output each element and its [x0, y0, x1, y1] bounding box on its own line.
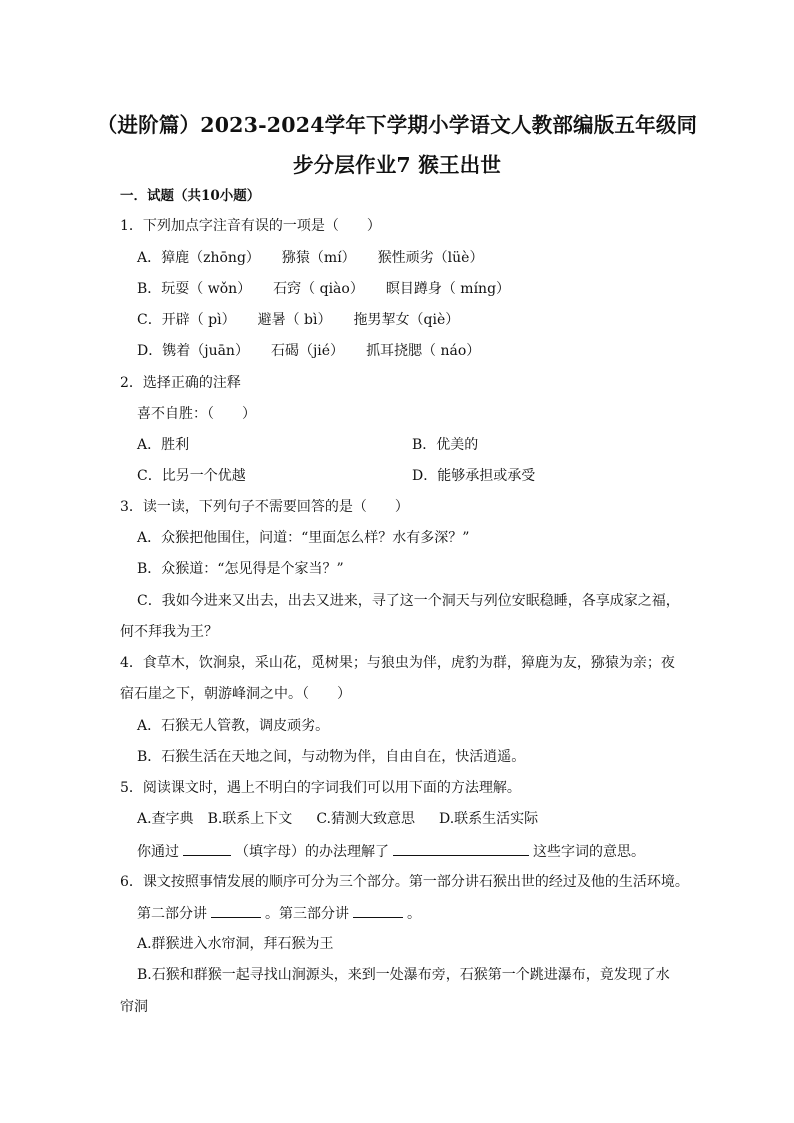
q3-option-c-line-2: 何不拜我为王？ [120, 624, 218, 640]
q1-stem: 1．下列加点字注音有误的一项是（ ） [120, 218, 381, 234]
q1-option-d: D．镌着（juān） 石碣（jié） 抓耳挠腮（ náo） [137, 343, 481, 359]
q5-blank-words[interactable] [393, 841, 529, 856]
q6-blank-part3[interactable] [353, 903, 403, 918]
q1-option-a: A．獐鹿（zhōng） 猕猿（mí） 猴性顽劣（lüè） [137, 250, 484, 266]
q2-option-d: D．能够承担或承受 [412, 468, 536, 484]
q6-option-b-line-1: B.石猴和群猴一起寻找山涧源头，来到一处瀑布旁，石猴第一个跳进瀑布，竟发现了水 [137, 967, 670, 983]
q1-option-b: B．玩耍（ wǒn） 石窍（ qiào） 瞑目蹲身（ míng） [137, 281, 511, 297]
q4-stem-line-2: 宿石崖之下，朝游峰洞之中。（ ） [120, 686, 351, 702]
q2-sub: 喜不自胜：（ ） [137, 406, 256, 422]
q6-stem: 6．课文按照事情发展的顺序可分为三个部分。第一部分讲石猴出世的经过及他的生活环境。 [120, 874, 689, 890]
q6-fill-line: 第二部分讲 。第三部分讲 。 [137, 903, 421, 924]
q2-option-a: A．胜利 [137, 437, 190, 453]
q3-option-c-line-1: C．我如今进来又出去，出去又进来，寻了这一个洞天与列位安眠稳睡，各享成家之福， [137, 593, 680, 609]
section-heading: 一．试题（共10小题） [120, 188, 261, 204]
q1-option-c: C．开辟（ pì） 避暑（ bì） 拖男挈女（qiè） [137, 312, 460, 328]
page-title-line-2: 步分层作业7 猴王出世 [292, 153, 502, 177]
page-title-line-1: （进阶篇）2023-2024学年下学期小学语文人教部编版五年级同 [96, 113, 698, 137]
q2-option-b: B．优美的 [412, 437, 479, 453]
q5-fill-line: 你通过 （填字母）的办法理解了 这些字词的意思。 [137, 841, 645, 862]
q2-option-c: C．比另一个优越 [137, 468, 246, 484]
q6-option-a: A.群猴进入水帘洞，拜石猴为王 [137, 936, 334, 952]
q4-option-b: B．石猴生活在天地之间，与动物为伴，自由自在，快活逍遥。 [137, 749, 526, 765]
q5-options: A.查字典 B.联系上下文 C.猜测大致意思 D.联系生活实际 [137, 811, 539, 827]
q3-stem: 3．读一读，下列句子不需要回答的是（ ） [120, 499, 409, 515]
q3-option-a: A．众猴把他围住，问道：“里面怎么样？水有多深？” [137, 530, 470, 546]
q3-option-b: B．众猴道：“怎见得是个家当？” [137, 561, 344, 577]
q5-blank-letter[interactable] [183, 841, 231, 856]
q5-stem: 5．阅读课文时，遇上不明白的字词我们可以用下面的方法理解。 [120, 780, 521, 796]
q4-stem-line-1: 4．食草木，饮涧泉，采山花，觅树果；与狼虫为伴，虎豹为群，獐鹿为友，猕猿为亲；夜 [120, 655, 675, 671]
q4-option-a: A．石猴无人管教，调皮顽劣。 [137, 718, 330, 734]
q6-blank-part2[interactable] [211, 903, 261, 918]
q6-option-b-line-2: 帘洞 [120, 999, 148, 1015]
q2-stem: 2．选择正确的注释 [120, 375, 241, 391]
